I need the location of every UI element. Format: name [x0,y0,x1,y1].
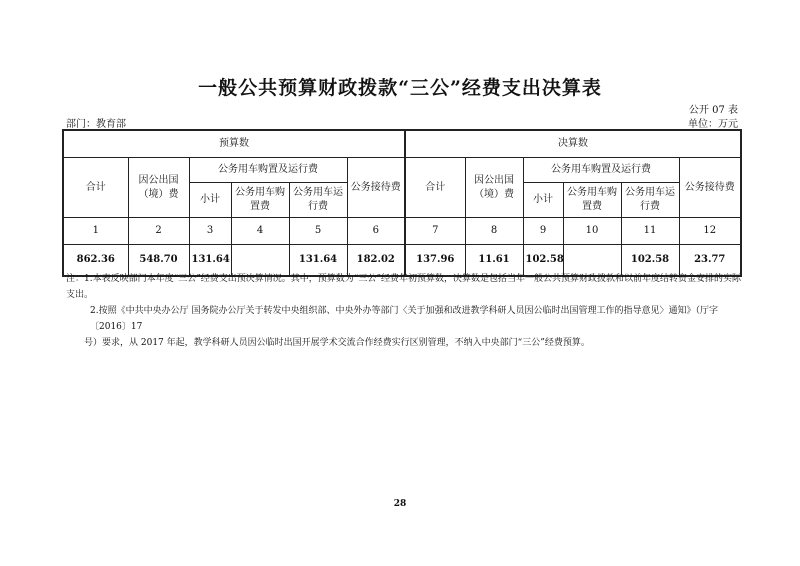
budget-header: 预算数 [63,130,405,158]
column-number: 9 [523,218,563,245]
value-cell: 102.58 [523,245,563,277]
final-vehicle-group-header: 公务用车购置及运行费 [523,158,679,183]
column-number: 6 [347,218,405,245]
column-number: 5 [289,218,347,245]
final-header: 决算数 [405,130,741,158]
value-cell: 102.58 [621,245,679,277]
final-abroad-header: 因公出国（境）费 [465,158,523,218]
value-cell: 182.02 [347,245,405,277]
column-number-row [63,218,741,245]
budget-total-header: 合计 [63,158,128,218]
budget-reception-header: 公务接待费 [347,158,405,218]
column-number: 12 [679,218,741,245]
column-number: 11 [621,218,679,245]
note-1: 注：1.本表反映部门本年度“三公”经费支出预决算情况。其中，预算数为“三公”经费年初预算数，决算数是包括当年一般公共预算财政拨款和以前年度结转资金安排的实际支出。 [66,274,741,300]
final-subtotal-header: 小计 [523,183,563,218]
column-number: 10 [563,218,621,245]
expenditure-table [62,129,742,277]
final-vehicle-purchase-header: 公务用车购置费 [563,183,621,218]
column-number: 1 [63,218,128,245]
value-cell: 131.64 [189,245,231,277]
final-total-header: 合计 [405,158,465,218]
column-number: 7 [405,218,465,245]
budget-vehicle-purchase-header: 公务用车购置费 [231,183,289,218]
notes [66,271,742,351]
budget-subtotal-header: 小计 [189,183,231,218]
value-cell: 11.61 [465,245,523,277]
page-title: 一般公共预算财政拨款“三公”经费支出决算表 [198,77,602,99]
form-number: 公开 07 表 [688,105,738,116]
department-label: 部门：教育部 [66,119,126,130]
final-vehicle-operation-header: 公务用车运行费 [621,183,679,218]
budget-vehicle-operation-header: 公务用车运行费 [289,183,347,218]
column-number: 4 [231,218,289,245]
note-2-continued: 号）要求，从 2017 年起，教学科研人员因公临时出国开展学术交流合作经费实行区别管理，不纳入中央部门“三公”经费预算。 [84,338,590,348]
note-2: 2.按照《中共中央办公厅 国务院办公厅关于转发中央组织部、中央外办等部门〈关于加强和改进教学科研人员因公临时出国管理工作的指导意见〉通知》（厅字〔2016〕17 [90,306,718,332]
value-cell: 137.96 [405,245,465,277]
value-cell: 548.70 [128,245,189,277]
unit-label: 单位：万元 [688,119,738,130]
column-number: 3 [189,218,231,245]
budget-vehicle-group-header: 公务用车购置及运行费 [189,158,347,183]
value-cell: 23.77 [679,245,741,277]
column-number: 8 [465,218,523,245]
value-cell: 131.64 [289,245,347,277]
page-number: 28 [393,499,407,509]
column-number: 2 [128,218,189,245]
value-cell: 862.36 [63,245,128,277]
final-reception-header: 公务接待费 [679,158,741,218]
budget-abroad-header: 因公出国（境）费 [128,158,189,218]
